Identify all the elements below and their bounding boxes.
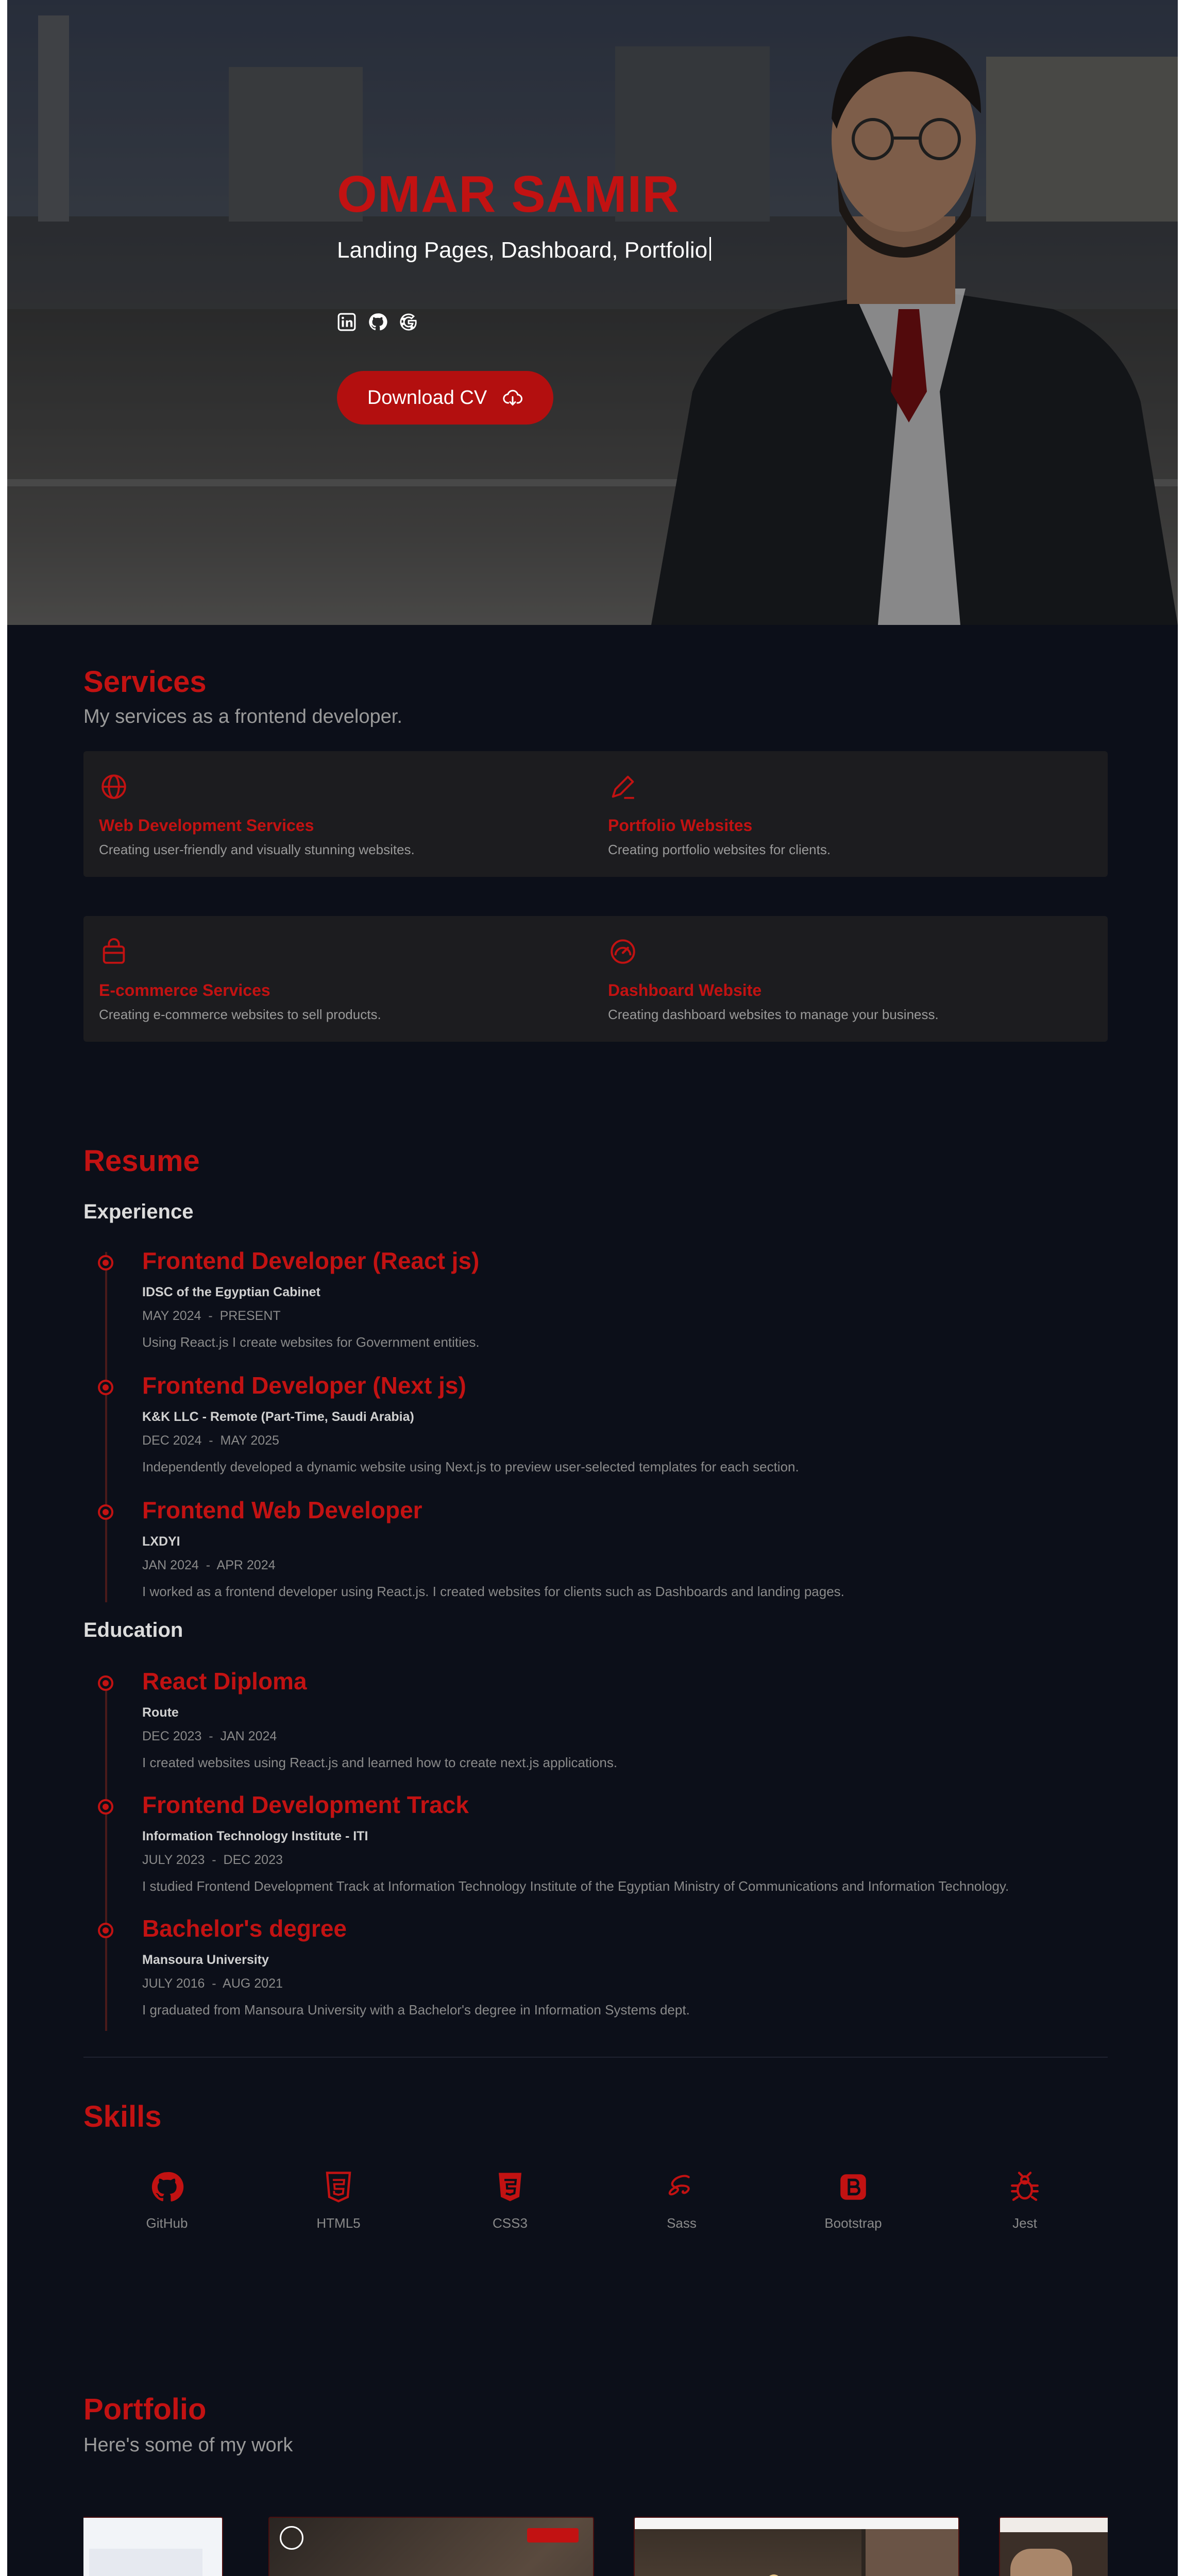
linkedin-icon[interactable] — [337, 312, 357, 332]
services-subtitle: My services as a frontend developer. — [83, 706, 402, 727]
services-title: Services — [83, 665, 207, 699]
github-icon — [150, 2170, 184, 2204]
service-desc: Creating user-friendly and visually stunning websites. — [99, 842, 415, 857]
service-desc: Creating dashboard websites to manage your business. — [608, 1007, 939, 1022]
timeline-dot — [98, 1675, 113, 1691]
item-title: Bachelor's degree — [142, 1915, 347, 1942]
timeline-dot — [98, 1255, 113, 1270]
item-title: Frontend Web Developer — [142, 1497, 422, 1523]
item-org: Mansoura University — [142, 1953, 269, 1967]
project-card[interactable] — [634, 2517, 959, 2576]
service-title: Web Development Services — [99, 816, 314, 835]
gauge-icon — [608, 937, 638, 967]
project-screenshot — [1000, 2518, 1108, 2576]
skill-label: Bootstrap — [824, 2215, 882, 2231]
item-dates: JULY 2016 - AUG 2021 — [142, 1976, 283, 1991]
service-card[interactable] — [592, 916, 1108, 1042]
page — [7, 0, 1178, 2576]
education-heading: Education — [83, 1619, 183, 1641]
item-title: Frontend Developer (Next js) — [142, 1372, 466, 1399]
item-dates: JAN 2024 - APR 2024 — [142, 1558, 276, 1572]
service-title: Portfolio Websites — [608, 816, 753, 835]
item-dates: DEC 2023 - JAN 2024 — [142, 1729, 277, 1743]
hero-overlay — [7, 0, 1178, 625]
item-org: Information Technology Institute - ITI — [142, 1829, 368, 1843]
item-desc: I studied Frontend Development Track at Information Technology Institute of the Egyptian Ministry of Communications and Information Technology. — [142, 1878, 1009, 1894]
item-dates: DEC 2024 - MAY 2025 — [142, 1433, 279, 1448]
section-divider — [83, 2057, 1108, 2058]
sass-icon — [665, 2170, 699, 2204]
project-screenshot — [83, 2518, 222, 2576]
service-card[interactable] — [592, 751, 1108, 877]
globe-icon — [99, 772, 129, 802]
service-card[interactable] — [83, 751, 599, 877]
project-card[interactable] — [999, 2517, 1108, 2576]
service-title: E-commerce Services — [99, 981, 270, 999]
hero-social-links — [337, 312, 418, 332]
html5-icon — [321, 2170, 356, 2204]
skill-label: Jest — [1012, 2215, 1037, 2231]
skill-label: CSS3 — [493, 2215, 528, 2231]
skill-item — [973, 2170, 1076, 2231]
project-screenshot — [269, 2518, 593, 2576]
skill-label: Sass — [667, 2215, 697, 2231]
skill-item — [287, 2170, 390, 2231]
timeline-dot — [98, 1799, 113, 1815]
hero-typed-text: Landing Pages, Dashboard, Portfolio — [337, 237, 711, 263]
service-desc: Creating portfolio websites for clients. — [608, 842, 831, 857]
project-screenshot — [635, 2518, 958, 2576]
jest-icon — [1008, 2170, 1042, 2204]
item-title: Frontend Developer (React js) — [142, 1247, 480, 1274]
resume-title: Resume — [83, 1144, 200, 1178]
typing-cursor — [709, 237, 711, 261]
experience-timeline-line — [105, 1252, 107, 1602]
skill-item — [459, 2170, 562, 2231]
bootstrap-icon — [836, 2170, 870, 2204]
item-title: Frontend Development Track — [142, 1791, 469, 1818]
skill-item — [630, 2170, 733, 2231]
cloud-download-icon — [502, 387, 523, 408]
service-desc: Creating e-commerce websites to sell products. — [99, 1007, 381, 1022]
skill-label: GitHub — [146, 2215, 188, 2231]
item-title: React Diploma — [142, 1668, 307, 1694]
item-dates: MAY 2024 - PRESENT — [142, 1309, 281, 1323]
portfolio-subtitle: Here's some of my work — [83, 2434, 293, 2456]
skill-label: HTML5 — [316, 2215, 361, 2231]
skills-title: Skills — [83, 2100, 162, 2133]
experience-heading: Experience — [83, 1200, 194, 1223]
item-org: IDSC of the Egyptian Cabinet — [142, 1285, 320, 1299]
item-dates: JULY 2023 - DEC 2023 — [142, 1853, 283, 1867]
css3-icon — [493, 2170, 527, 2204]
bag-icon — [99, 937, 129, 967]
skill-item — [115, 2170, 218, 2231]
education-timeline-line — [105, 1681, 107, 2031]
project-card[interactable] — [83, 2517, 223, 2576]
hero-name: OMAR SAMIR — [337, 165, 680, 223]
item-desc: Using React.js I create websites for Government entities. — [142, 1334, 480, 1350]
github-icon[interactable] — [368, 312, 387, 332]
skill-item — [802, 2170, 905, 2231]
timeline-dot — [98, 1923, 113, 1938]
portfolio-carousel[interactable] — [83, 2504, 1108, 2576]
download-cv-button[interactable]: Download CV — [337, 371, 553, 425]
hero-section — [7, 0, 1178, 625]
service-title: Dashboard Website — [608, 981, 762, 999]
item-org: Route — [142, 1705, 179, 1720]
project-card[interactable] — [268, 2517, 594, 2576]
pen-icon — [608, 772, 638, 802]
timeline-dot — [98, 1504, 113, 1520]
portfolio-title: Portfolio — [83, 2393, 207, 2426]
item-desc: I graduated from Mansoura University with a Bachelor's degree in Information Systems dept. — [142, 2002, 690, 2018]
item-org: K&K LLC - Remote (Part-Time, Saudi Arabia) — [142, 1410, 414, 1424]
timeline-dot — [98, 1380, 113, 1395]
item-desc: Independently developed a dynamic website using Next.js to preview user-selected templates for each section. — [142, 1459, 799, 1475]
item-desc: I worked as a frontend developer using React.js. I created websites for clients such as Dashboards and landing pages. — [142, 1584, 844, 1599]
service-card[interactable] — [83, 916, 599, 1042]
item-desc: I created websites using React.js and learned how to create next.js applications. — [142, 1755, 618, 1770]
google-icon[interactable] — [399, 312, 418, 332]
item-org: LXDYI — [142, 1534, 180, 1549]
